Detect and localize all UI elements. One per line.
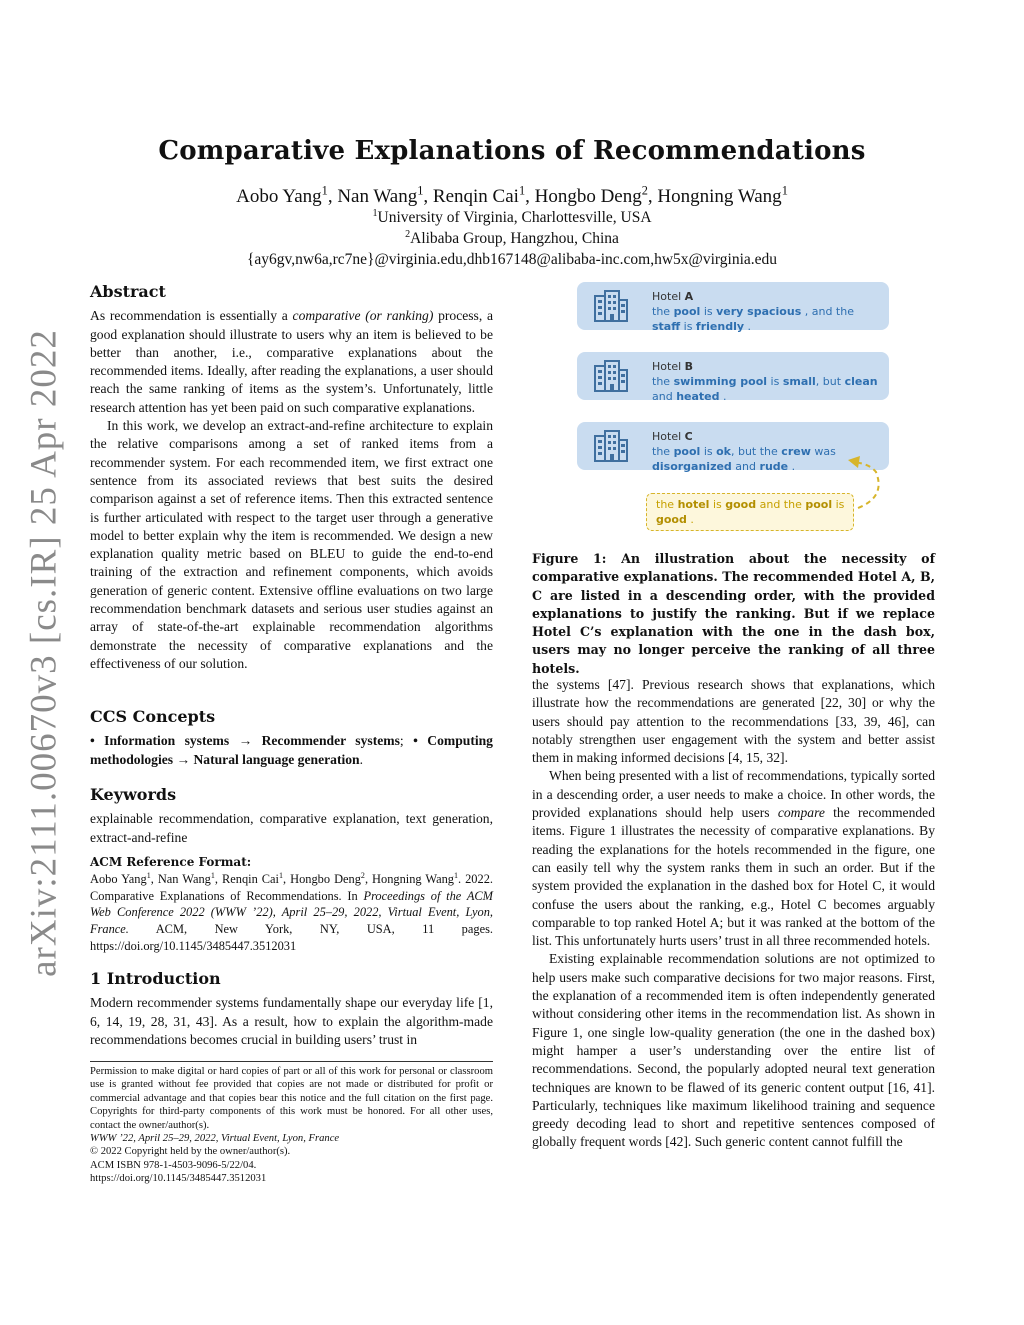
- doi-link[interactable]: https://doi.org/10.1145/3485447.3512031: [90, 1173, 267, 1185]
- abstract-section: [90, 283, 493, 673]
- introduction-paragraph: Modern recommender systems fundamentally shape our everyday life [1, 6, 14, 19, 28, 31, 43]. As a result, how to explain the algorithm-made recommendations becomes crucial in building users’ trust in: [90, 995, 493, 1047]
- acm-reference-text: Aobo Yang$^1$, Nan Wang$^1$, Renqin Cai$^1$, Hongbo Deng$^2$, Hongning Wang$^1$. 2022. Comparative Explanations of Recommendations. In Proceedings of the ACM Web Conference 2022 (WWW ’22), April 25–29, 2022, Virtual Event, Lyon, France. ACM, New York, NY, USA, 11 pages. https://doi.org/10.1145/3485447.3512031: [90, 870, 493, 953]
- hotel-b-explanation: the swimming pool is small, but clean and heated .: [652, 375, 878, 403]
- permission-notice: Permission to make digital or hard copies of part or all of this work for personal or classroom use is granted without fee provided that copies are not made or distributed for profit or commercial advantage and that copies bear this notice and the full citation on the first page. Copyrights for third-party components of this work must be honored. For all other uses, contact the owner/author(s).: [90, 1066, 493, 1131]
- footnote-block: [90, 1065, 493, 1186]
- acm-reference-heading: ACM Reference Format:: [90, 855, 252, 869]
- keywords-heading: Keywords: [90, 785, 177, 804]
- author: Renqin Cai: [432, 186, 519, 207]
- body-paragraph: When being presented with a list of recommendations, typically sorted in a descending order, a user needs to make a choice. In other words, the provided explanations should help users compare the recommended items. Figure 1 illustrates the necessity of comparative explanations. By reading the explanations for the hotels recommended in the figure, one can easily tell why the system ranks them in such an order. But if the system provided the explanation in the dashed box for Hotel C, it would confuse the users about the ranking, e.g., Hotel C becomes arguably comparable to top ranked Hotel A; but it was ranked at the bottom of the list. This unfortunately hurts users’ trust in all three recommended hotels.: [532, 768, 935, 949]
- building-icon: [593, 360, 629, 392]
- author-emails: {ay6gv,nw6a,rc7ne}@virginia.edu,dhb167148@alibaba-inc.com,hw5x@virginia.edu: [246, 251, 778, 268]
- paper-title: Comparative Explanations of Recommendations: [158, 136, 866, 166]
- hotel-a-explanation: the pool is very spacious , and the staff is friendly .: [652, 305, 854, 333]
- isbn-line: ACM ISBN 978-1-4503-9096-5/22/04.: [90, 1159, 257, 1171]
- alternative-explanation-box: [646, 493, 854, 531]
- figure-caption: Figure 1: An illustration about the necessity of comparative explanations. The recommended Hotel A, B, C are listed in a descending order, with the provided explanations to justify the ranking. But if we replace Hotel C’s explanation with the one in the dash box, users may no longer perceive the ranking of all three hotels.: [532, 551, 935, 676]
- ccs-text: • Information systems → Recommender systems; • Computing methodologies → Natural language generation.: [90, 733, 493, 767]
- footnote-divider: [90, 1061, 493, 1062]
- author: Nan Wang: [337, 186, 418, 207]
- hotel-a-card: [577, 282, 889, 333]
- building-icon: [593, 290, 629, 322]
- author-list: Aobo Yang$^1$, Nan Wang$^1$, Renqin Cai$^1$, Hongbo Deng$^2$, Hongning Wang$^1$: [236, 183, 788, 207]
- ccs-section: [90, 708, 493, 769]
- affiliation-2: $^2$Alibaba Group, Hangzhou, China: [405, 228, 619, 247]
- hotel-c-explanation: the pool is ok, but the crew was disorganized and rude .: [652, 445, 836, 473]
- body-paragraph: Existing explainable recommendation solutions are not optimized to help users make such comparative decisions for two major reasons. First, the explanation of a recommended item is often independently generated without considering other items in the recommendation list. As shown in Figure 1, one single low-quality generation (the one in the dashed box) might hamper a user’s understanding over the entire list of recommendations. Second, the popularly adopted neural text generation techniques are known to be flawed of its generic content output [16, 41]. Particularly, techniques like maximum likelihood training and sequence greedy decoding lead to short and repetitive sentences composed of globally frequent words [42]. Such generic content cannot fulfill the: [532, 951, 935, 1150]
- keywords-text: explainable recommendation, comparative explanation, text generation, extract-and-refine: [90, 811, 493, 845]
- keywords-section: [90, 786, 493, 847]
- abstract-paragraph: In this work, we develop an extract-and-refine architecture to explain the relative comparisons among a set of ranked items from a recommender system. For each recommended item, we first extract one sentence from its associated reviews that best suits the desired comparison against a set of reference items. Then this extracted sentence is further articulated with respect to the target user through a generative model to better explain why the item is recommended. We design a new explanation quality metric based on BLEU to guide the end-to-end training of the extraction and refinement components, which avoids generation of generic content. Extensive offline evaluations on two large recommendation benchmark datasets and serious user studies against an array of state-of-the-art explainable recommendation algorithms demonstrate the necessity of comparative explanations and the effectiveness of our solution.: [90, 418, 493, 671]
- abstract-paragraph: As recommendation is essentially a comparative (or ranking) process, a good explanation should illustrate to users why an item is believed to be better than another, i.e., comparative explanations about the recommended items. Ideally, after reading the explanations, a user should reach the same ranking of items as the system’s. Unfortunately, little research attention has yet been paid on such comparative explanations.: [90, 308, 493, 415]
- author: Hongning Wang: [657, 186, 782, 207]
- hotel-c-name: Hotel C: [652, 430, 693, 443]
- conference-line: WWW ’22, April 25–29, 2022, Virtual Event, Lyon, France: [90, 1133, 340, 1145]
- abstract-heading: Abstract: [90, 282, 166, 301]
- hotel-b-name: Hotel B: [652, 360, 694, 373]
- introduction-heading: 1 Introduction: [90, 969, 221, 988]
- alternative-explanation: the hotel is good and the pool is good .: [656, 498, 845, 526]
- hotel-b-card: [577, 352, 889, 403]
- replace-arrow-icon: [840, 452, 890, 512]
- affiliation-1: $^1$University of Virginia, Charlottesville, USA: [372, 207, 652, 226]
- ccs-heading: CCS Concepts: [90, 707, 216, 726]
- copyright-line: © 2022 Copyright held by the owner/author(s).: [90, 1146, 291, 1158]
- author: Hongbo Deng: [534, 186, 642, 207]
- introduction-continued: [532, 676, 935, 1152]
- acm-reference: [90, 854, 493, 955]
- introduction-section: [90, 970, 493, 1049]
- body-paragraph: the systems [47]. Previous research shows that explanations, which illustrate how the recommendations are generated [22, 30] or why the users should pay attention to the recommendations [33, 39, 46], can notably strengthen user engagement with the system and better assist them in making informed decisions [4, 15, 32].: [532, 677, 935, 766]
- building-icon: [593, 430, 629, 462]
- hotel-a-name: Hotel A: [652, 290, 694, 303]
- author: Aobo Yang: [236, 186, 322, 207]
